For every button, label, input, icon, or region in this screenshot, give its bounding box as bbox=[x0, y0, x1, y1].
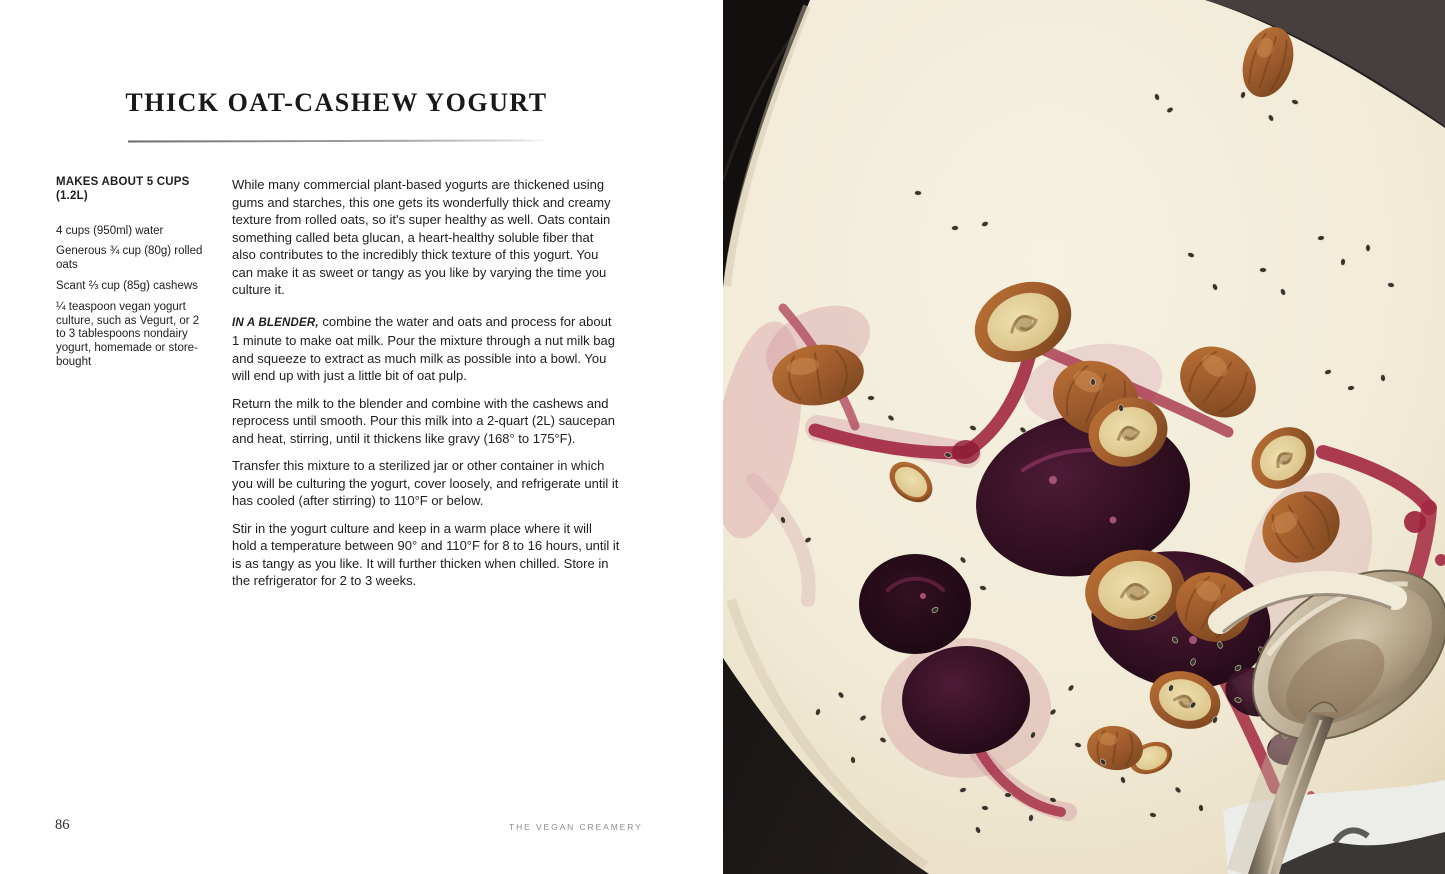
chia-seed bbox=[1005, 793, 1012, 798]
running-footer: THE VEGAN CREAMERY bbox=[509, 822, 643, 832]
chia-seed bbox=[1260, 268, 1267, 273]
step-text: Transfer this mixture to a sterilized jar or other container in which you will be culturing the yogurt, cover loosely, and refrigerate until it has cooled (after stirring) to 110°F or below. bbox=[232, 458, 619, 508]
page-number: 86 bbox=[55, 817, 70, 833]
yogurt-photo-illustration bbox=[723, 0, 1445, 874]
step-paragraph bbox=[232, 313, 620, 385]
food-photo bbox=[723, 0, 1445, 874]
chia-seed bbox=[1380, 374, 1385, 381]
ingredient-item: ¼ teaspoon vegan yogurt culture, such as Vegurt, or 2 to 3 tablespoons nondairy yogurt, homemade or store-bought bbox=[56, 300, 200, 368]
step-paragraph bbox=[232, 457, 620, 510]
chia-seed bbox=[1090, 378, 1095, 385]
step-text: Return the milk to the blender and combine with the cashews and reprocess until smooth. Pour this milk into a 2-quart (2L) saucepan and heat, stirring, until it thickens like gravy (168° to 175°F). bbox=[232, 395, 615, 446]
yield-label: MAKES ABOUT 5 CUPS (1.2L) bbox=[56, 176, 190, 202]
ingredients-sidebar bbox=[56, 176, 208, 377]
chia-seed bbox=[1340, 258, 1345, 265]
recipe-body bbox=[232, 176, 620, 600]
step-text: Stir in the yogurt culture and keep in a warm place where it will hold a temperature between 90° and 110°F for 8 to 16 hours, until it is as tangy as you like. It will further thicken when chilled. Store in the refrigerator for 2 to 3 weeks. bbox=[232, 520, 620, 588]
chia-seed bbox=[952, 226, 959, 231]
intro-paragraph: While many commercial plant-based yogurts are thickened using gums and starches, this one gets its wonderfully thick and creamy texture from rolled oats, so it's super healthy as well. Oats contain something called beta glucan, a heart-healthy soluble fiber that also contributes to the incredibly thick texture of this yogurt. You can make it as sweet or tangy as you like by varying the time you culture it. bbox=[232, 177, 611, 297]
step-paragraph bbox=[232, 395, 620, 448]
page-title: THICK OAT-CASHEW YOGURT bbox=[125, 88, 548, 117]
ingredient-item: Generous ¾ cup (80g) rolled oats bbox=[56, 245, 203, 272]
chia-seed bbox=[914, 190, 921, 195]
chia-seed bbox=[868, 396, 875, 401]
step-lead-in: IN A BLENDER, bbox=[232, 316, 319, 329]
step-text: combine the water and oats and process for about 1 minute to make oat milk. Pour the mixture through a nut milk bag and squeeze to extract as much milk as possible into a bowl. You will end up with just a little bit of oat pulp. bbox=[232, 313, 615, 383]
ingredient-item: Scant ⅔ cup (85g) cashews bbox=[56, 279, 198, 292]
chia-seed bbox=[1366, 245, 1371, 252]
ingredient-item: 4 cups (950ml) water bbox=[56, 224, 164, 237]
step-paragraph bbox=[232, 520, 620, 590]
title-divider-line bbox=[128, 139, 548, 142]
